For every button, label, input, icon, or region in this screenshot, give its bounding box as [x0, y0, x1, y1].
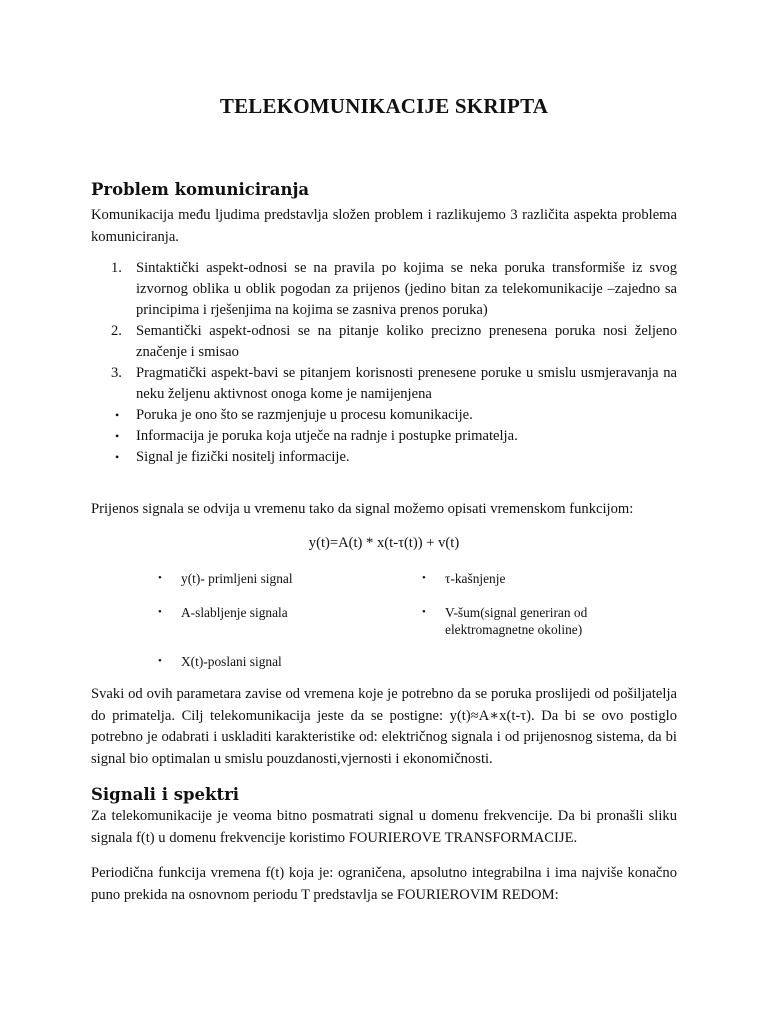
- bullet-icon: •: [158, 655, 162, 667]
- list-number: 2.: [111, 323, 122, 339]
- closing-paragraph: Svaki od ovih parametara zavise od vremena koje je potrebno da se poruka proslijedi od pošiljatelja do primatelja. Cilj telekomunikacija jeste da se postigne: y(t)≈A∗x(t-τ). Da bi se ovo postiglo potrebno je odabrati i uskladiti karakteristike od: električnog signala i od prijenosnog sistema, da bi signal bio optimalan u smislu pouzdanosti,vjernosti i ekonomičnosti.: [91, 686, 677, 767]
- list-item: [91, 363, 677, 405]
- bullet-icon: •: [158, 606, 162, 618]
- section-heading-signali-i-spektri: Signali i spektri: [91, 785, 240, 804]
- param-item: [158, 570, 401, 587]
- param-text: A-slabljenje signala: [181, 605, 288, 620]
- frequency-paragraph: Za telekomunikacije je veoma bitno posmatrati signal u domenu frekvencije. Da bi pronašli sliku signala f(t) u domenu frekvencije koristimo FOURIEROVE TRANSFORMACIJE.: [91, 808, 677, 846]
- bullet-icon: •: [115, 408, 120, 422]
- list-item: [91, 405, 677, 426]
- list-item-text: Sintaktički aspekt-odnosi se na pravila po kojima se neka poruka transformiše iz svog izvornog oblika u oblik pogodan za prijenos (jedino bitan za telekomunikacije –zajedno sa principima i rješenjima na kojima se zasniva prenos poruka): [136, 260, 677, 318]
- list-number: 1.: [111, 260, 122, 276]
- list-item: [91, 426, 677, 447]
- bullet-icon: •: [422, 606, 426, 618]
- bullet-icon: •: [115, 450, 120, 464]
- section-heading-problem-komuniciranja: Problem komuniciranja: [91, 180, 310, 199]
- list-item-text: Poruka je ono što se razmjenjuje u procesu komunikacije.: [136, 407, 473, 423]
- list-item-text: Pragmatički aspekt-bavi se pitanjem korisnosti prenesene poruke u smislu usmjeravanja na neku željenu aktivnost onoga kome je namijenjena: [136, 365, 677, 402]
- list-item: [91, 321, 677, 363]
- aspects-list: [91, 258, 677, 468]
- bullet-icon: •: [115, 429, 120, 443]
- bullet-icon: •: [158, 572, 162, 584]
- signal-formula: y(t)=A(t) * x(t-τ(t)) + v(t): [308, 535, 460, 551]
- param-item: [422, 570, 655, 587]
- fourier-paragraph: Periodična funkcija vremena f(t) koja je: ograničena, apsolutno integrabilna i ima najviše konačno puno prekida na osnovnom periodu T predstavlja se FOURIEROVIM REDOM:: [91, 865, 677, 903]
- list-item: [91, 447, 677, 468]
- param-item: [422, 604, 655, 638]
- list-item-text: Signal je fizički nositelj informacije.: [136, 449, 350, 465]
- list-item-text: Informacija je poruka koja utječe na radnje i postupke primatelja.: [136, 428, 518, 444]
- param-item: [158, 653, 401, 670]
- param-item: [158, 604, 401, 621]
- document-title: TELEKOMUNIKACIJE SKRIPTA: [219, 94, 549, 118]
- intro-paragraph: Komunikacija među ljudima predstavlja složen problem i razlikujemo 3 različita aspekta problema komuniciranja.: [91, 207, 677, 245]
- param-text: V-šum(signal generiran od elektromagnetne okoline): [445, 605, 588, 637]
- list-number: 3.: [111, 365, 122, 381]
- signal-intro-paragraph: Prijenos signala se odvija u vremenu tako da signal možemo opisati vremenskom funkcijom:: [91, 501, 634, 517]
- param-text: X(t)-poslani signal: [181, 654, 282, 669]
- bullet-icon: •: [422, 572, 426, 584]
- list-item-text: Semantički aspekt-odnosi se na pitanje koliko precizno prenesena poruka nosi željeno značenje i smisao: [136, 323, 677, 360]
- param-text: y(t)- primljeni signal: [181, 571, 293, 586]
- param-text: τ-kašnjenje: [445, 571, 506, 586]
- list-item: [91, 258, 677, 321]
